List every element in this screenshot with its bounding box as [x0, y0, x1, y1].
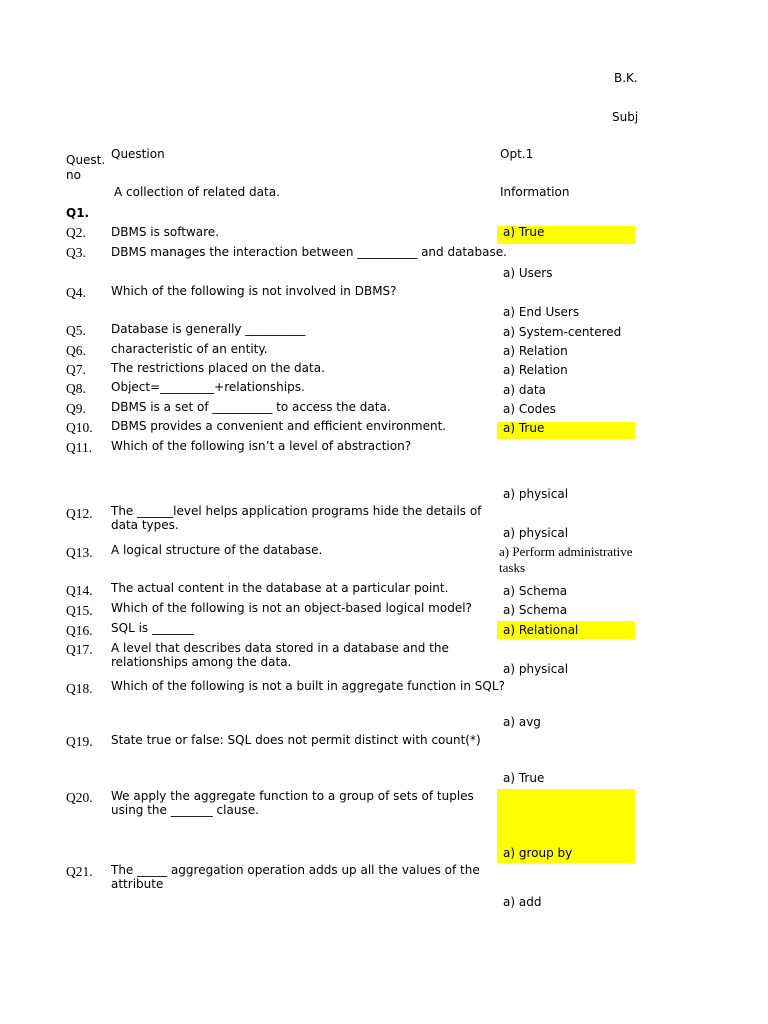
- question-number: Q5.: [66, 323, 86, 338]
- question-text: A logical structure of the database.: [111, 543, 323, 557]
- option-1: a) Relation: [503, 344, 568, 358]
- question-text: DBMS manages the interaction between __________ and database.: [111, 245, 507, 259]
- question-number: Q18.: [66, 681, 93, 696]
- question-text: The ______level helps application programs hide the details of data types.: [111, 504, 482, 532]
- question-text: Which of the following isn’t a level of abstraction?: [111, 439, 412, 453]
- question-number: Q7.: [66, 362, 86, 377]
- question-number: Q20.: [66, 790, 93, 805]
- question-text: Database is generally __________: [111, 322, 306, 336]
- option-1: a) End Users: [503, 305, 580, 319]
- question-text: The _____ aggregation operation adds up all the values of the attribute: [111, 863, 480, 891]
- question-number: Q19.: [66, 734, 93, 749]
- col-header-question-number: Quest. no: [66, 153, 106, 182]
- option-1: a) Perform administrative tasks: [499, 544, 633, 575]
- option-1: a) True: [503, 225, 545, 239]
- option-1: a) physical: [503, 487, 569, 501]
- question-text: DBMS is a set of __________ to access the data.: [111, 400, 391, 414]
- question-text: Which of the following is not involved in DBMS?: [111, 284, 397, 298]
- option-1: a) Relational: [503, 623, 579, 637]
- option-1: a) Users: [503, 266, 553, 280]
- question-number: Q6.: [66, 343, 86, 358]
- question-number: Q15.: [66, 603, 93, 618]
- col-header-question: Question: [111, 147, 165, 161]
- option-1: a) Relation: [503, 363, 568, 377]
- question-number: Q10.: [66, 420, 93, 435]
- option-1: a) avg: [503, 715, 541, 729]
- question-text: The actual content in the database at a particular point.: [111, 581, 449, 595]
- question-text: A collection of related data.: [114, 185, 280, 199]
- question-text: Which of the following is not an object-based logical model?: [111, 601, 472, 615]
- question-text: DBMS provides a convenient and efficient environment.: [111, 419, 447, 433]
- question-number: Q17.: [66, 642, 93, 657]
- question-number: Q2.: [66, 225, 86, 240]
- question-number: Q11.: [66, 440, 93, 455]
- option-1: a) group by: [503, 846, 573, 860]
- question-text: characteristic of an entity.: [111, 342, 268, 356]
- question-text: Object=_________+relationships.: [111, 380, 305, 394]
- question-text: We apply the aggregate function to a group of sets of tuples using the _______ clause.: [111, 789, 474, 817]
- option-1: a) True: [503, 771, 545, 785]
- option-1: a) Schema: [503, 603, 568, 617]
- option-1: a) True: [503, 421, 545, 435]
- option-1: a) Schema: [503, 584, 568, 598]
- option-1: a) System-centered: [503, 325, 622, 339]
- question-number: Q1.: [66, 206, 90, 220]
- option-1: a) physical: [503, 526, 569, 540]
- question-number: Q13.: [66, 545, 93, 560]
- option-1: a) add: [503, 895, 542, 909]
- question-text: DBMS is software.: [111, 225, 220, 239]
- question-text: State true or false: SQL does not permit distinct with count(*): [111, 733, 481, 747]
- question-number: Q3.: [66, 245, 86, 260]
- subject-label: Subj: [612, 110, 639, 124]
- author-initials: B.K.: [614, 71, 638, 85]
- option-1: a) data: [503, 383, 546, 397]
- question-number: Q21.: [66, 864, 93, 879]
- question-text: Which of the following is not a built in aggregate function in SQL?: [111, 679, 505, 693]
- question-number: Q4.: [66, 285, 86, 300]
- option-1: Information: [500, 185, 570, 199]
- question-number: Q16.: [66, 623, 93, 638]
- question-text: SQL is _______: [111, 621, 194, 635]
- option-1: a) Codes: [503, 402, 556, 416]
- question-text: The restrictions placed on the data.: [111, 361, 325, 375]
- question-number: Q12.: [66, 506, 93, 521]
- option-1: a) physical: [503, 662, 569, 676]
- question-number: Q14.: [66, 583, 93, 598]
- question-number: Q8.: [66, 381, 86, 396]
- question-text: A level that describes data stored in a database and the relationships among the data.: [111, 641, 449, 669]
- col-header-option-1: Opt.1: [500, 147, 534, 161]
- question-number: Q9.: [66, 401, 86, 416]
